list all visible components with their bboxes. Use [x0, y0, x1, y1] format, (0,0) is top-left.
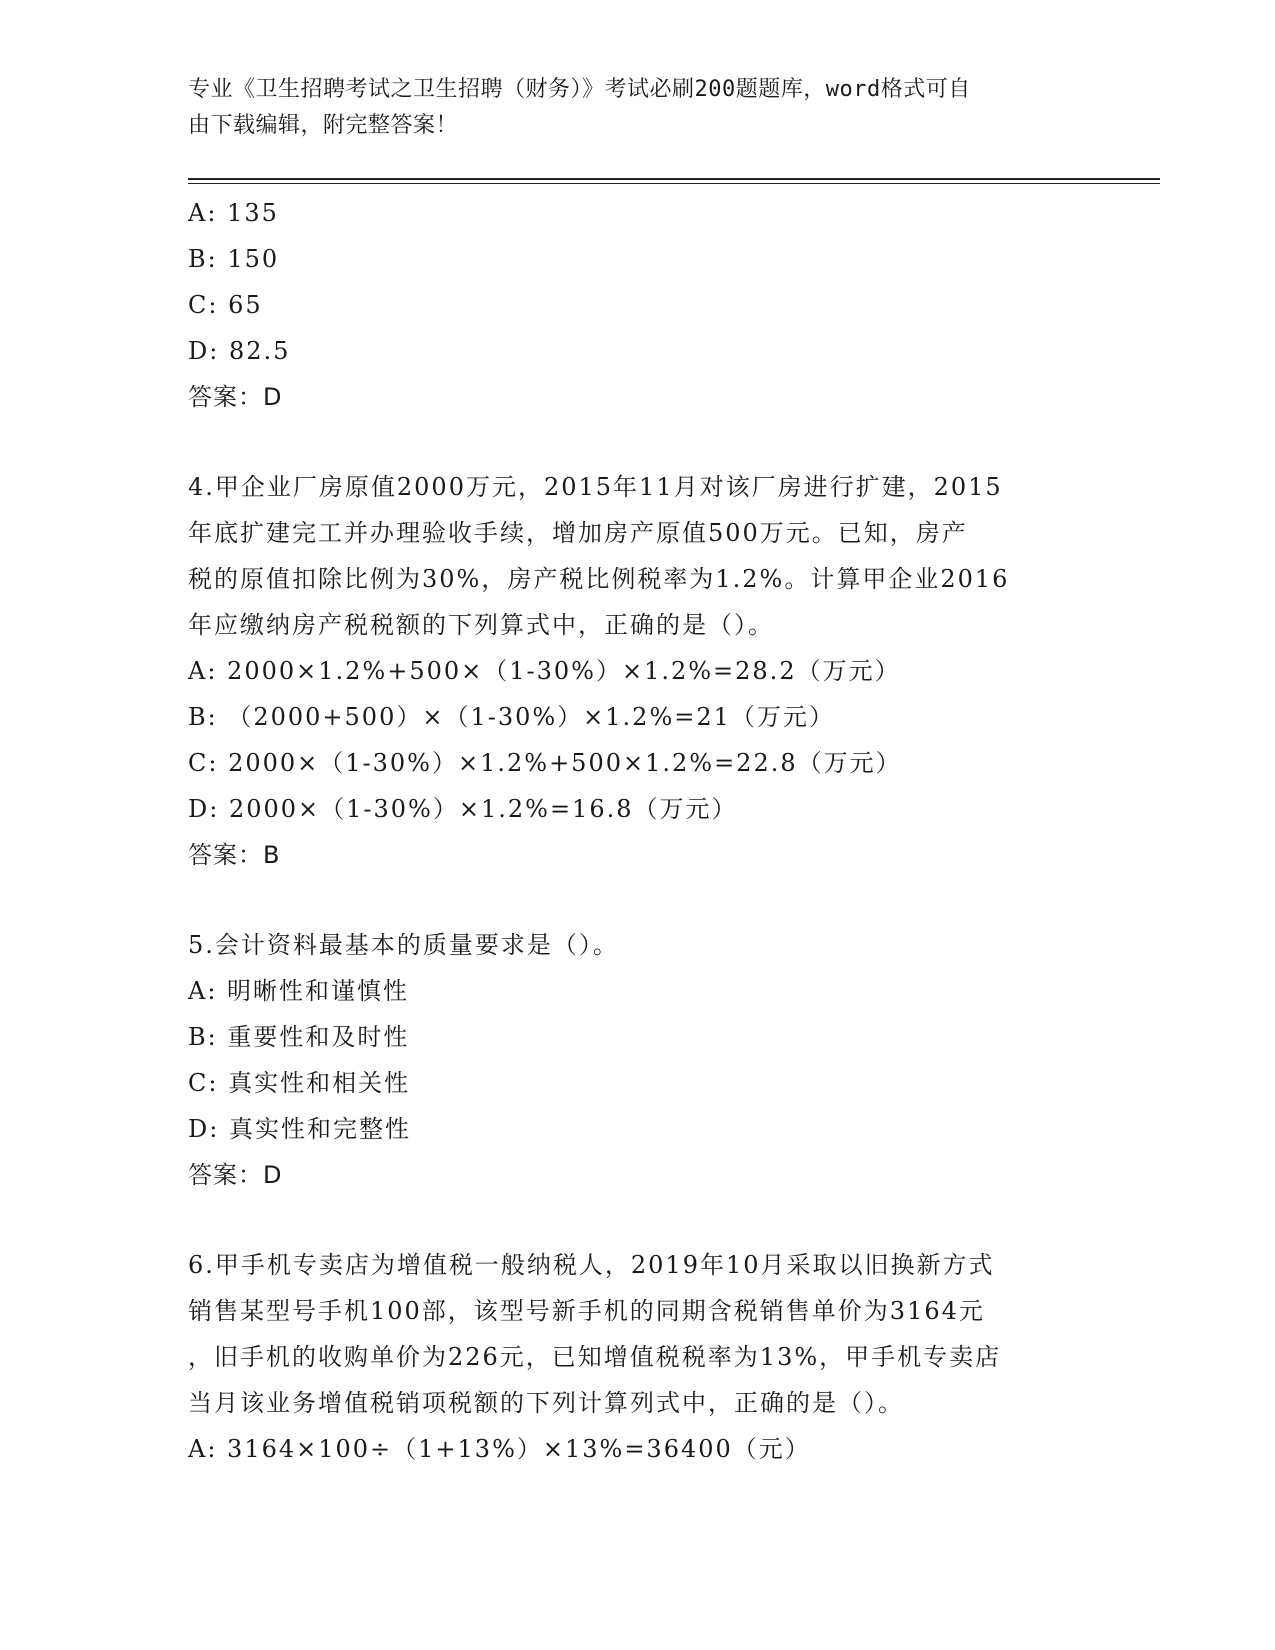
header-line-1: 专业《卫生招聘考试之卫生招聘（财务）》考试必刷200题题库，word格式可自 — [188, 77, 971, 102]
option-d: D: 真实性和完整性 — [188, 1115, 411, 1143]
question-4 — [188, 464, 1088, 878]
question-6 — [188, 1242, 1088, 1472]
option-c: C: 真实性和相关性 — [188, 1069, 411, 1097]
option-d: D: 2000×（1-30%）×1.2%=16.8（万元） — [188, 795, 738, 823]
option-b: B: 重要性和及时性 — [188, 1023, 410, 1051]
question-text: 5.会计资料最基本的质量要求是（）。 — [188, 931, 619, 959]
question-text: 年应缴纳房产税税额的下列算式中，正确的是（）。 — [188, 611, 774, 639]
option-b: B: （2000+500）×（1-30%）×1.2%=21（万元） — [188, 703, 835, 731]
question-5 — [188, 922, 1088, 1198]
option-b: B: 150 — [188, 245, 280, 273]
question-text: 税的原值扣除比例为30%，房产税比例税率为1.2%。计算甲企业2016 — [188, 565, 1010, 593]
option-a: A: 3164×100÷（1+13%）×13%=36400（元） — [188, 1435, 811, 1463]
option-a: A: 明晰性和谨慎性 — [188, 977, 410, 1005]
option-a: A: 2000×1.2%+500×（1-30%）×1.2%=28.2（万元） — [188, 657, 901, 685]
question-list — [188, 190, 1088, 1472]
answer: 答案：D — [188, 383, 283, 411]
question-text: 6.甲手机专卖店为增值税一般纳税人，2019年10月采取以旧换新方式 — [188, 1251, 995, 1279]
answer: 答案：D — [188, 1161, 283, 1189]
header-line-2: 由下载编辑，附完整答案！ — [188, 113, 459, 138]
header-divider-thin — [188, 183, 1160, 184]
question-text: 年底扩建完工并办理验收手续，增加房产原值500万元。已知，房产 — [188, 519, 968, 547]
question-text: 4.甲企业厂房原值2000万元，2015年11月对该厂房进行扩建，2015 — [188, 473, 1003, 501]
option-a: A: 135 — [188, 199, 279, 227]
header-divider — [188, 178, 1160, 180]
document-header — [188, 72, 1068, 144]
question-text: 销售某型号手机100部，该型号新手机的同期含税销售单价为3164元 — [188, 1297, 985, 1325]
question-text: 当月该业务增值税销项税额的下列计算列式中，正确的是（）。 — [188, 1389, 904, 1417]
question-3 — [188, 190, 1088, 420]
answer: 答案：B — [188, 841, 281, 869]
option-c: C: 65 — [188, 291, 263, 319]
question-text: ，旧手机的收购单价为226元，已知增值税税率为13%，甲手机专卖店 — [188, 1343, 1002, 1371]
option-d: D: 82.5 — [188, 337, 291, 365]
option-c: C: 2000×（1-30%）×1.2%+500×1.2%=22.8（万元） — [188, 749, 902, 777]
